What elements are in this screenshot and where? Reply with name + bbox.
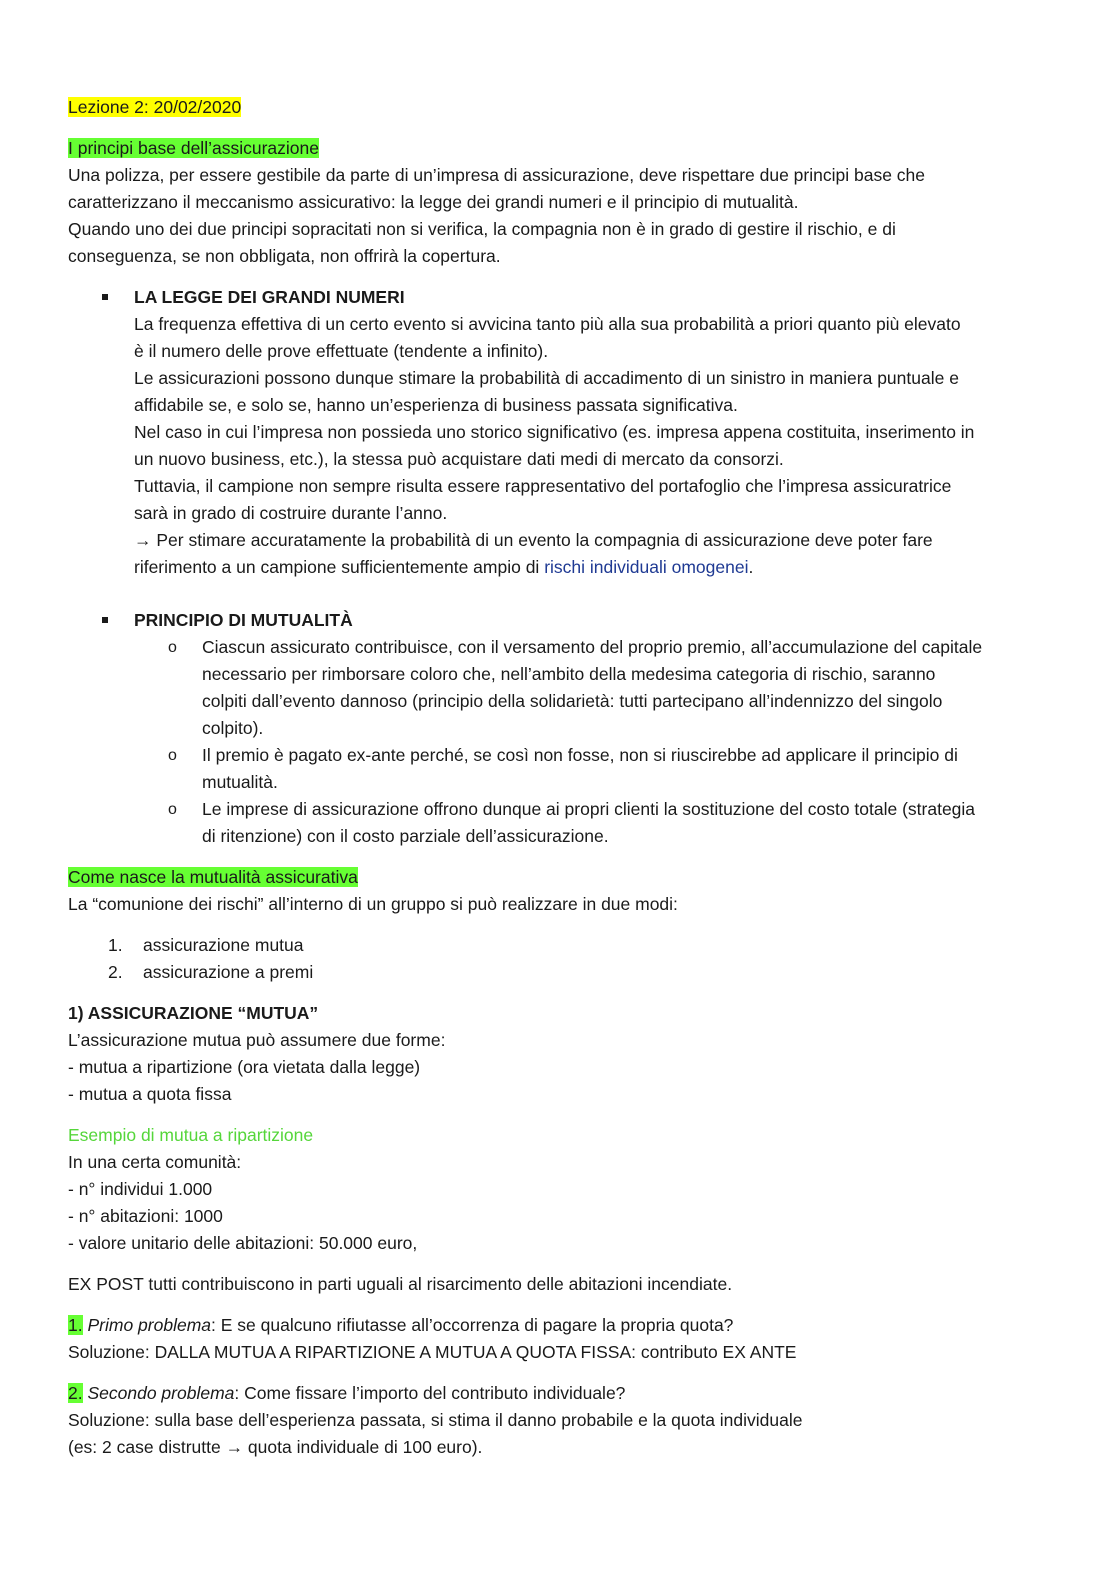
highlighted-term: rischi individuali omogenei	[544, 557, 749, 577]
bullet-line: Tuttavia, il campione non sempre risulta essere rappresentativo del portafoglio che l’impresa assicuratrice	[134, 476, 952, 496]
bullet-line: è il numero delle prove effettuate (tendente a infinito).	[134, 341, 549, 361]
solution-2-example: (es: 2 case distrutte → quota individuale di 100 euro).	[68, 1437, 483, 1457]
paragraph-line: Una polizza, per essere gestibile da parte di un’impresa di assicurazione, deve rispettare due principi base che	[68, 165, 926, 185]
list-item: o Le imprese di assicurazione offrono dunque ai propri clienti la sostituzione del costo totale (strategia di ritenzione) con il costo parziale dell’assicurazione.	[202, 796, 1048, 850]
paragraph-line: - n° individui 1.000	[68, 1179, 213, 1199]
arrow-line: → Per stimare accuratamente la probabilità di un evento la compagnia di assicurazione deve poter fare	[134, 530, 933, 550]
list-item: o Il premio è pagato ex-ante perché, se così non fosse, non si riuscirebbe ad applicare il principio di mutualità.	[202, 742, 1048, 796]
paragraph-line: - n° abitazioni: 1000	[68, 1206, 223, 1226]
solution-2: Soluzione: sulla base dell’esperienza passata, si stima il danno probabile e la quota individuale	[68, 1410, 803, 1430]
section-title-mutuality-origin: Come nasce la mutualità assicurativa	[68, 867, 358, 887]
bullet-line: Nel caso in cui l’impresa non possieda uno storico significativo (es. impresa appena costituita, inserimento in	[134, 422, 975, 442]
paragraph-line: In una certa comunità:	[68, 1152, 242, 1172]
bullet-line: sarà in grado di costruire durante l’anno.	[134, 503, 448, 523]
problem-2: 2. Secondo problema: Come fissare l’importo del contributo individuale?	[68, 1383, 626, 1403]
problem-1: 1. Primo problema: E se qualcuno rifiutasse all’occorrenza di pagare la propria quota?	[68, 1315, 734, 1335]
paragraph-line: - valore unitario delle abitazioni: 50.000 euro,	[68, 1233, 418, 1253]
list-item: o Ciascun assicurato contribuisce, con il versamento del proprio premio, all’accumulazione del capitale necessario per rimborsare coloro che, nell’ambito della medesima categoria di rischio, saranno colpiti dall’evento dannoso (principio della solidarietà: tutti partecipano all’indennizzo del singolo colpito).	[202, 634, 1048, 742]
document-page	[68, 94, 1048, 1461]
section-title-mutual-insurance: 1) ASSICURAZIONE “MUTUA”	[68, 1003, 319, 1023]
lesson-title: Lezione 2: 20/02/2020	[68, 97, 242, 117]
bullet-title: PRINCIPIO DI MUTUALITÀ	[134, 610, 353, 630]
list-item: 2. assicurazione a premi	[108, 962, 314, 982]
solution-1: Soluzione: DALLA MUTUA A RIPARTIZIONE A MUTUA A QUOTA FISSA: contributo EX ANTE	[68, 1342, 797, 1362]
bullet-line: affidabile se, e solo se, hanno un’esperienza di business passata significativa.	[134, 395, 738, 415]
example-title: Esempio di mutua a ripartizione	[68, 1125, 314, 1145]
numbered-list	[68, 932, 1048, 986]
bullet-title: LA LEGGE DEI GRANDI NUMERI	[134, 287, 405, 307]
circle-bullet-icon: o	[168, 747, 177, 764]
bullet-line: un nuovo business, etc.), la stessa può acquistare dati medi di mercato da consorzi.	[134, 449, 784, 469]
bullet-line: Le assicurazioni possono dunque stimare la probabilità di accadimento di un sinistro in maniera puntuale e	[134, 368, 959, 388]
sub-list	[68, 634, 1048, 850]
bullet-law-large-numbers	[68, 284, 1048, 581]
paragraph-line: L’assicurazione mutua può assumere due forme:	[68, 1030, 446, 1050]
paragraph-line: EX POST tutti contribuiscono in parti uguali al risarcimento delle abitazioni incendiate.	[68, 1274, 733, 1294]
paragraph-line: - mutua a quota fissa	[68, 1084, 232, 1104]
paragraph-line: conseguenza, se non obbligata, non offrirà la copertura.	[68, 246, 501, 266]
list-item: 1. assicurazione mutua	[108, 935, 304, 955]
section-title-principles: I principi base dell’assicurazione	[68, 138, 319, 158]
paragraph-line: - mutua a ripartizione (ora vietata dalla legge)	[68, 1057, 421, 1077]
square-bullet-icon	[102, 294, 108, 300]
bullet-mutuality	[68, 607, 1048, 634]
paragraph-line: Quando uno dei due principi sopracitati non si verifica, la compagnia non è in grado di gestire il rischio, e di	[68, 219, 896, 239]
paragraph-line: caratterizzano il meccanismo assicurativo: la legge dei grandi numeri e il principio di mutualità.	[68, 192, 799, 212]
circle-bullet-icon: o	[168, 639, 177, 656]
paragraph-line: La “comunione dei rischi” all’interno di un gruppo si può realizzare in due modi:	[68, 894, 678, 914]
square-bullet-icon	[102, 617, 108, 623]
bullet-line: La frequenza effettiva di un certo evento si avvicina tanto più alla sua probabilità a priori quanto più elevato	[134, 314, 961, 334]
circle-bullet-icon: o	[168, 801, 177, 818]
arrow-line-2: riferimento a un campione sufficientemente ampio di rischi individuali omogenei.	[134, 557, 754, 577]
